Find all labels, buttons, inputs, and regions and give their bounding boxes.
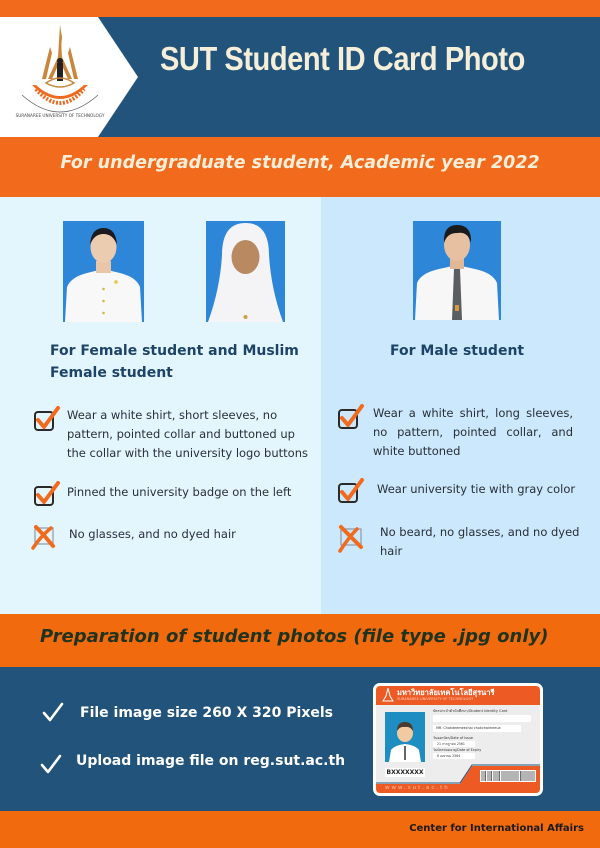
card-issue-value: 21 กรกฎาคม 2561	[433, 741, 475, 747]
check-icon	[33, 406, 65, 432]
muslim-female-student-photo	[206, 221, 285, 322]
top-orange-strip	[0, 0, 600, 17]
female-item-1-text: Wear a white shirt, short sleeves, no pattern, pointed collar and buttoned up the collar with the university logo buttons	[67, 408, 308, 460]
female-item-3-text: No glasses, and no dyed hair	[69, 527, 236, 541]
male-item-2-text: Wear university tie with gray color	[377, 482, 576, 496]
cross-icon	[337, 523, 371, 553]
preparation-heading: Preparation of student photos (file type .jpg only)	[40, 626, 549, 647]
male-student-photo	[413, 221, 501, 320]
female-item-2-text: Pinned the university badge on the left	[67, 485, 292, 499]
card-university-en: SURANAREE UNIVERSITY OF TECHNOLOGY	[397, 697, 474, 701]
sample-id-card	[373, 683, 543, 796]
footer-text: Center for International Affairs	[409, 823, 584, 834]
male-item-3	[337, 523, 597, 561]
svg-text:SURANAREE UNIVERSITY OF TECHNO: SURANAREE UNIVERSITY OF TECHNOLOGY	[15, 113, 105, 118]
female-item-3	[31, 524, 316, 550]
card-logo-icon	[382, 688, 394, 702]
female-student-photo	[63, 221, 144, 322]
card-blank-field	[433, 715, 531, 722]
university-logo	[0, 17, 140, 137]
cross-icon	[31, 524, 65, 550]
female-item-1	[33, 406, 318, 463]
male-item-2	[337, 478, 597, 504]
card-university-thai: มหาวิทยาลัยเทคโนโลยีสุรนารี	[397, 688, 495, 697]
check-icon	[42, 702, 64, 726]
page-subtitle: For undergraduate student, Academic year 2022	[60, 153, 540, 173]
requirement-size: File image size 260 X 320 Pixels	[80, 705, 333, 721]
male-item-1-text: Wear a white shirt, long sleeves, no pattern, pointed collar, and white buttoned	[373, 406, 573, 458]
check-icon	[337, 478, 369, 504]
check-icon	[40, 754, 62, 778]
card-avatar	[385, 712, 425, 762]
male-item-3-text: No beard, no glasses, and no dyed hair	[380, 525, 580, 558]
check-icon	[33, 481, 65, 507]
check-icon	[337, 404, 369, 430]
male-item-1	[337, 404, 597, 461]
card-issue-label: วันออกบัตร/Date of Issue	[433, 736, 473, 740]
page-title: SUT Student ID Card Photo	[160, 40, 525, 77]
card-expiry-value: 6 เมษายน 2564	[433, 753, 475, 759]
male-heading: For Male student	[390, 343, 525, 359]
requirement-upload: Upload image file on reg.sut.ac.th	[76, 753, 346, 769]
card-name: MR. Chokdeemeechai chokchaimeeua	[433, 725, 521, 732]
barcode-icon	[482, 771, 534, 781]
card-student-id: BXXXXXXX	[386, 769, 424, 776]
card-expiry-label: วันบัตรหมดอายุ/Date of Expiry	[433, 748, 482, 752]
female-item-2	[33, 481, 318, 507]
card-website: www.sut.ac.th	[385, 785, 450, 791]
female-heading: For Female student and Muslim Female student	[50, 343, 299, 381]
card-header	[376, 686, 540, 705]
card-label: บัตรประจำตัวนักศึกษา/Student Identity Card	[433, 709, 508, 713]
